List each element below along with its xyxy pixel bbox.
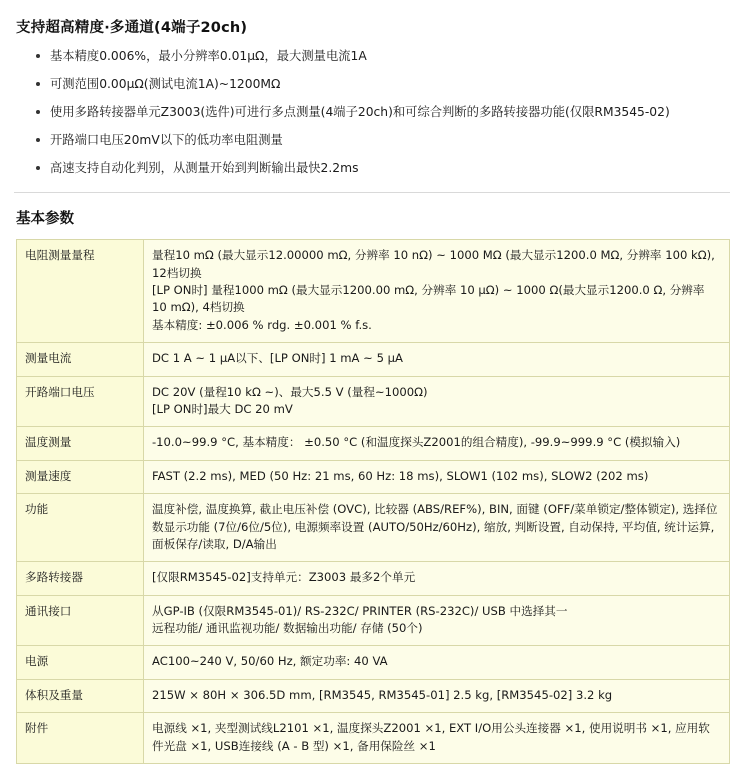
spec-value — [144, 595, 730, 646]
spec-value — [144, 646, 730, 679]
spec-value-line: 基本精度: ±0.006 % rdg. ±0.001 % f.s. — [152, 317, 372, 332]
spec-label: 通讯接口 — [17, 595, 144, 646]
spec-value-line: DC 20V (量程10 kΩ ~)、最大5.5 V (量程~1000Ω) — [152, 384, 428, 399]
spec-value-line: 从GP-IB (仅限RM3545-01)/ RS-232C/ PRINTER (RS-232C)/ USB 中选择其一 — [152, 603, 568, 618]
spec-value-line: FAST (2.2 ms), MED (50 Hz: 21 ms, 60 Hz: 18 ms), SLOW1 (102 ms), SLOW2 (202 ms) — [152, 468, 649, 483]
table-row — [17, 460, 730, 493]
spec-value — [144, 343, 730, 376]
table-row — [17, 427, 730, 460]
page-headline: 支持超高精度·多通道(4端子20ch) — [16, 20, 248, 36]
spec-label: 附件 — [17, 713, 144, 764]
section-title: 基本参数 — [16, 211, 74, 228]
spec-value — [144, 679, 730, 712]
spec-label: 测量速度 — [17, 460, 144, 493]
list-item: 基本精度0.006%，最小分辨率0.01μΩ，最大测量电流1A — [50, 47, 730, 66]
table-row — [17, 562, 730, 595]
spec-value-line: AC100~240 V, 50/60 Hz, 额定功率: 40 VA — [152, 654, 388, 669]
specifications-table — [16, 239, 730, 764]
spec-label: 功能 — [17, 494, 144, 562]
spec-label: 多路转接器 — [17, 562, 144, 595]
list-item: 开路端口电压20mV以下的低功率电阻测量 — [50, 131, 730, 150]
section-divider — [14, 192, 730, 193]
table-row — [17, 713, 730, 764]
table-row — [17, 595, 730, 646]
spec-value-line: 温度补偿, 温度换算, 截止电压补偿 (OVC), 比较器 (ABS/REF%), BIN, 面键 (OFF/菜单锁定/整体锁定), 选择位数显示功能 (7位/6位/5位), 电源频率设置 (AUTO/50Hz/60Hz), 缩放, 判断设置, 自动保持, 平均值, 统计运算, 面板保存/读取, D/A输出 — [152, 502, 718, 551]
spec-value — [144, 376, 730, 427]
list-item: 高速支持自动化判别，从测量开始到判断输出最快2.2ms — [50, 159, 730, 178]
table-row — [17, 240, 730, 343]
spec-value-line: 量程10 mΩ (最大显示12.00000 mΩ, 分辨率 10 nΩ) ~ 1000 MΩ (最大显示1200.0 MΩ, 分辨率 100 kΩ), 12档切换 — [152, 248, 715, 280]
list-item: 使用多路转接器单元Z3003(选件)可进行多点测量(4端子20ch)和可综合判断的多路转接器功能(仅限RM3545-02) — [50, 103, 730, 122]
spec-value — [144, 713, 730, 764]
table-row — [17, 343, 730, 376]
list-item: 可测范围0.00μΩ(测试电流1A)~1200MΩ — [50, 75, 730, 94]
spec-label: 开路端口电压 — [17, 376, 144, 427]
spec-value-line: 电源线 ×1, 夹型测试线L2101 ×1, 温度探头Z2001 ×1, EXT I/O用公头连接器 ×1, 使用说明书 ×1, 应用软件光盘 ×1, USB连接线 (A - B 型) ×1, 备用保险丝 ×1 — [152, 721, 710, 753]
spec-label: 测量电流 — [17, 343, 144, 376]
spec-value — [144, 427, 730, 460]
feature-list — [14, 47, 730, 178]
table-row — [17, 646, 730, 679]
table-row — [17, 494, 730, 562]
spec-value — [144, 460, 730, 493]
table-row — [17, 679, 730, 712]
spec-value-line: [LP ON时]最大 DC 20 mV — [152, 401, 293, 416]
spec-value-line: [仅限RM3545-02]支持单元：Z3003 最多2个单元 — [152, 570, 416, 585]
spec-label: 电阻测量量程 — [17, 240, 144, 343]
spec-label: 电源 — [17, 646, 144, 679]
spec-value — [144, 562, 730, 595]
spec-value-line: 远程功能/ 通讯监视功能/ 数据输出功能/ 存储 (50个) — [152, 621, 423, 636]
spec-value — [144, 494, 730, 562]
spec-value-line: -10.0~99.9 °C, 基本精度： ±0.50 °C (和温度探头Z2001的组合精度), -99.9~999.9 °C (模拟输入) — [152, 435, 681, 450]
spec-value-line: 215W × 80H × 306.5D mm, [RM3545, RM3545-01] 2.5 kg, [RM3545-02] 3.2 kg — [152, 687, 613, 702]
spec-value-line: DC 1 A ~ 1 μA以下、[LP ON时] 1 mA ~ 5 μA — [152, 351, 403, 366]
spec-label: 体积及重量 — [17, 679, 144, 712]
spec-label: 温度测量 — [17, 427, 144, 460]
spec-value-line: [LP ON时] 量程1000 mΩ (最大显示1200.00 mΩ, 分辨率 10 μΩ) ~ 1000 Ω(最大显示1200.0 Ω, 分辨率 10 mΩ), 4档切换 — [152, 283, 705, 315]
table-row — [17, 376, 730, 427]
spec-value — [144, 240, 730, 343]
